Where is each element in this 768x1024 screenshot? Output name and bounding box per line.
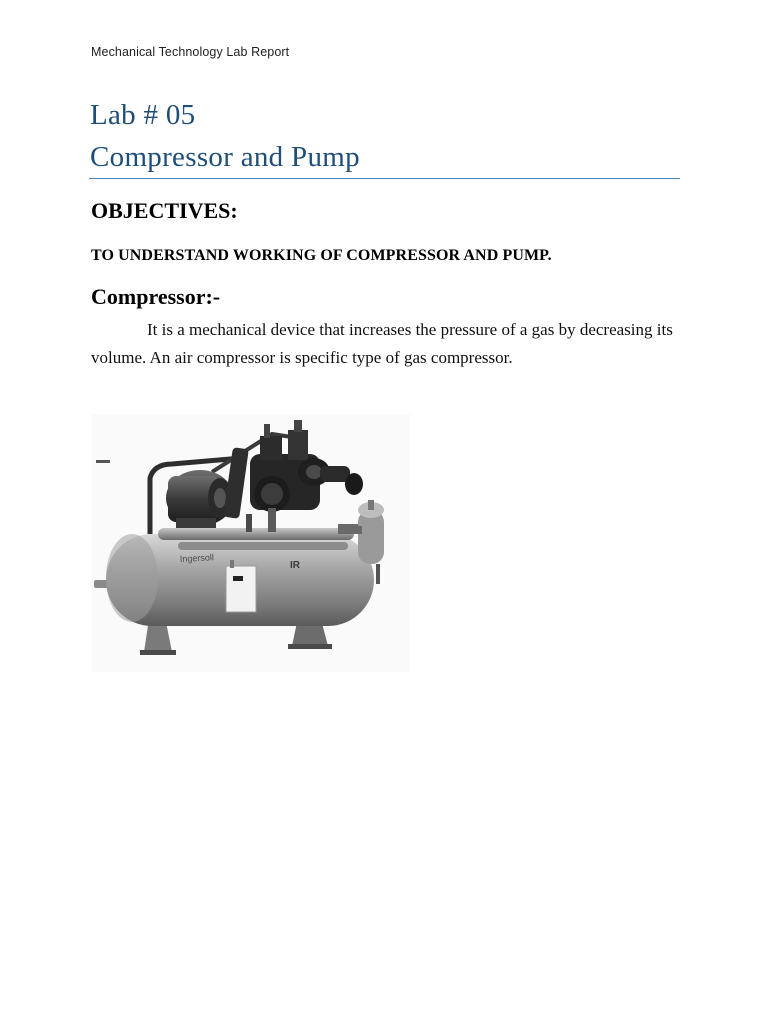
tank-brand-label: Ingersoll (179, 552, 215, 564)
objective-text: TO UNDERSTAND WORKING OF COMPRESSOR AND PUMP. (91, 247, 552, 264)
lab-number: Lab # 05 (90, 99, 196, 131)
lab-title: Compressor and Pump (90, 141, 360, 173)
title-block (90, 94, 682, 178)
air-compressor-illustration (92, 414, 410, 672)
compressor-description: It is a mechanical device that increases the pressure of a gas by decreasing its volume. An air compressor is specific type of gas compressor. (91, 320, 673, 367)
compressor-heading: Compressor:- (91, 284, 221, 309)
title-divider (89, 178, 680, 179)
tank-brand-mark: IR (290, 560, 300, 571)
running-header: Mechanical Technology Lab Report (91, 45, 290, 59)
objectives-heading: OBJECTIVES: (91, 198, 238, 223)
air-compressor-image (92, 414, 410, 672)
